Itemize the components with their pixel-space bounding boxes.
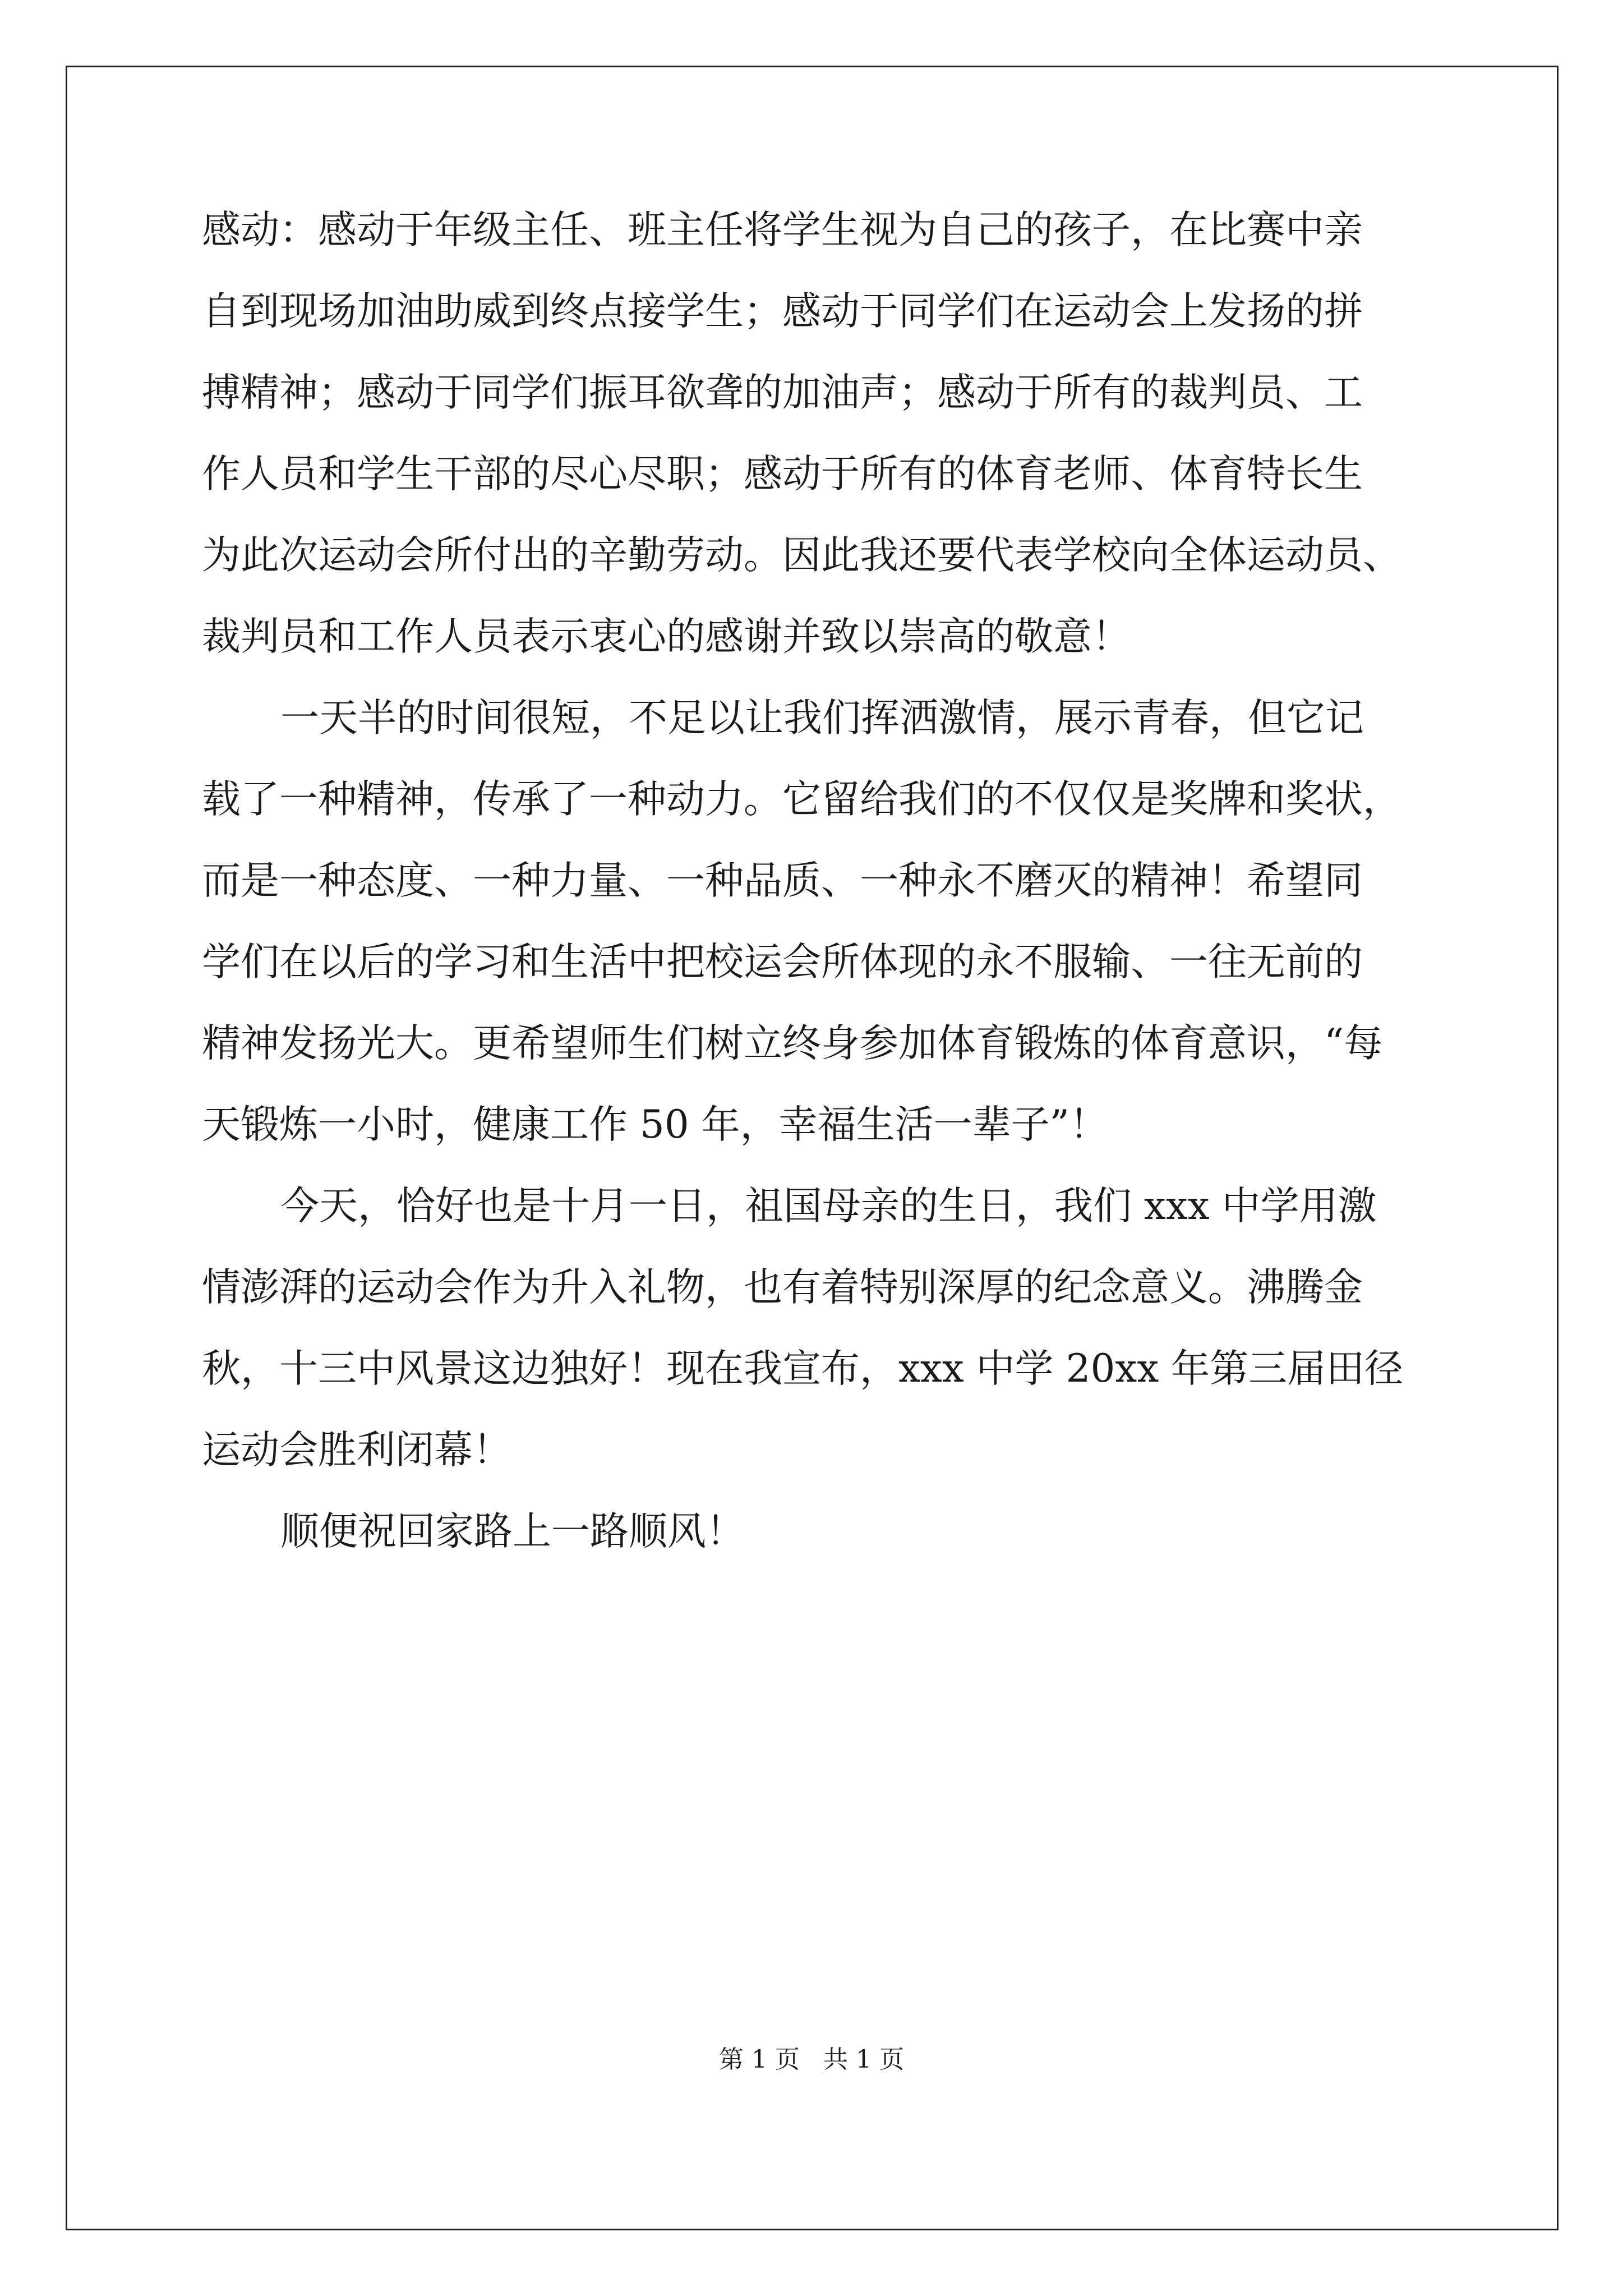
text-line-9: 而是一种态度、一种力量、一种品质、一种永不磨灭的精神！希望同	[202, 858, 1363, 903]
text-line-10: 学们在以后的学习和生活中把校运会所体现的永不服输、一往无前的	[202, 940, 1363, 984]
page-number-footer: 第 1 页 共 1 页	[719, 2045, 904, 2074]
text-line-4: 作人员和学生干部的尽心尽职；感动于所有的体育老师、体育特长生	[202, 452, 1363, 496]
text-line-5: 为此次运动会所付出的辛勤劳动。因此我还要代表学校向全体运动员、	[202, 533, 1401, 578]
text-line-2: 自到现场加油助威到终点接学生；感动于同学们在运动会上发扬的拼	[202, 289, 1363, 334]
text-line-1: 感动：感动于年级主任、班主任将学生视为自己的孩子，在比赛中亲	[202, 208, 1363, 252]
text-line-8: 载了一种精神，传承了一种动力。它留给我们的不仅仅是奖牌和奖状，	[202, 777, 1401, 822]
paragraph-2-first-line: 一天半的时间很短，不足以让我们挥洒激情，展示青春，但它记	[280, 696, 1364, 740]
text-line-11: 精神发扬光大。更希望师生们树立终身参加体育锻炼的体育意识，“每	[202, 1021, 1383, 1066]
text-line-3: 搏精神；感动于同学们振耳欲聋的加油声；感动于所有的裁判员、工	[202, 370, 1363, 415]
paragraph-3-first-line: 今天，恰好也是十月一日，祖国母亲的生日，我们 xxx 中学用激	[280, 1184, 1377, 1228]
text-line-12: 天锻炼一小时，健康工作 50 年，幸福生活一辈子”！	[202, 1102, 1108, 1147]
text-line-14: 情澎湃的运动会作为升入礼物，也有着特别深厚的纪念意义。沸腾金	[202, 1265, 1363, 1310]
text-line-16: 运动会胜利闭幕！	[202, 1428, 511, 1473]
text-line-6: 裁判员和工作人员表示衷心的感谢并致以崇高的敬意！	[202, 614, 1131, 659]
paragraph-4-line: 顺便祝回家路上一路顺风！	[280, 1509, 745, 1554]
text-line-15: 秋，十三中风景这边独好！现在我宣布，xxx 中学 20xx 年第三届田径	[202, 1346, 1404, 1391]
